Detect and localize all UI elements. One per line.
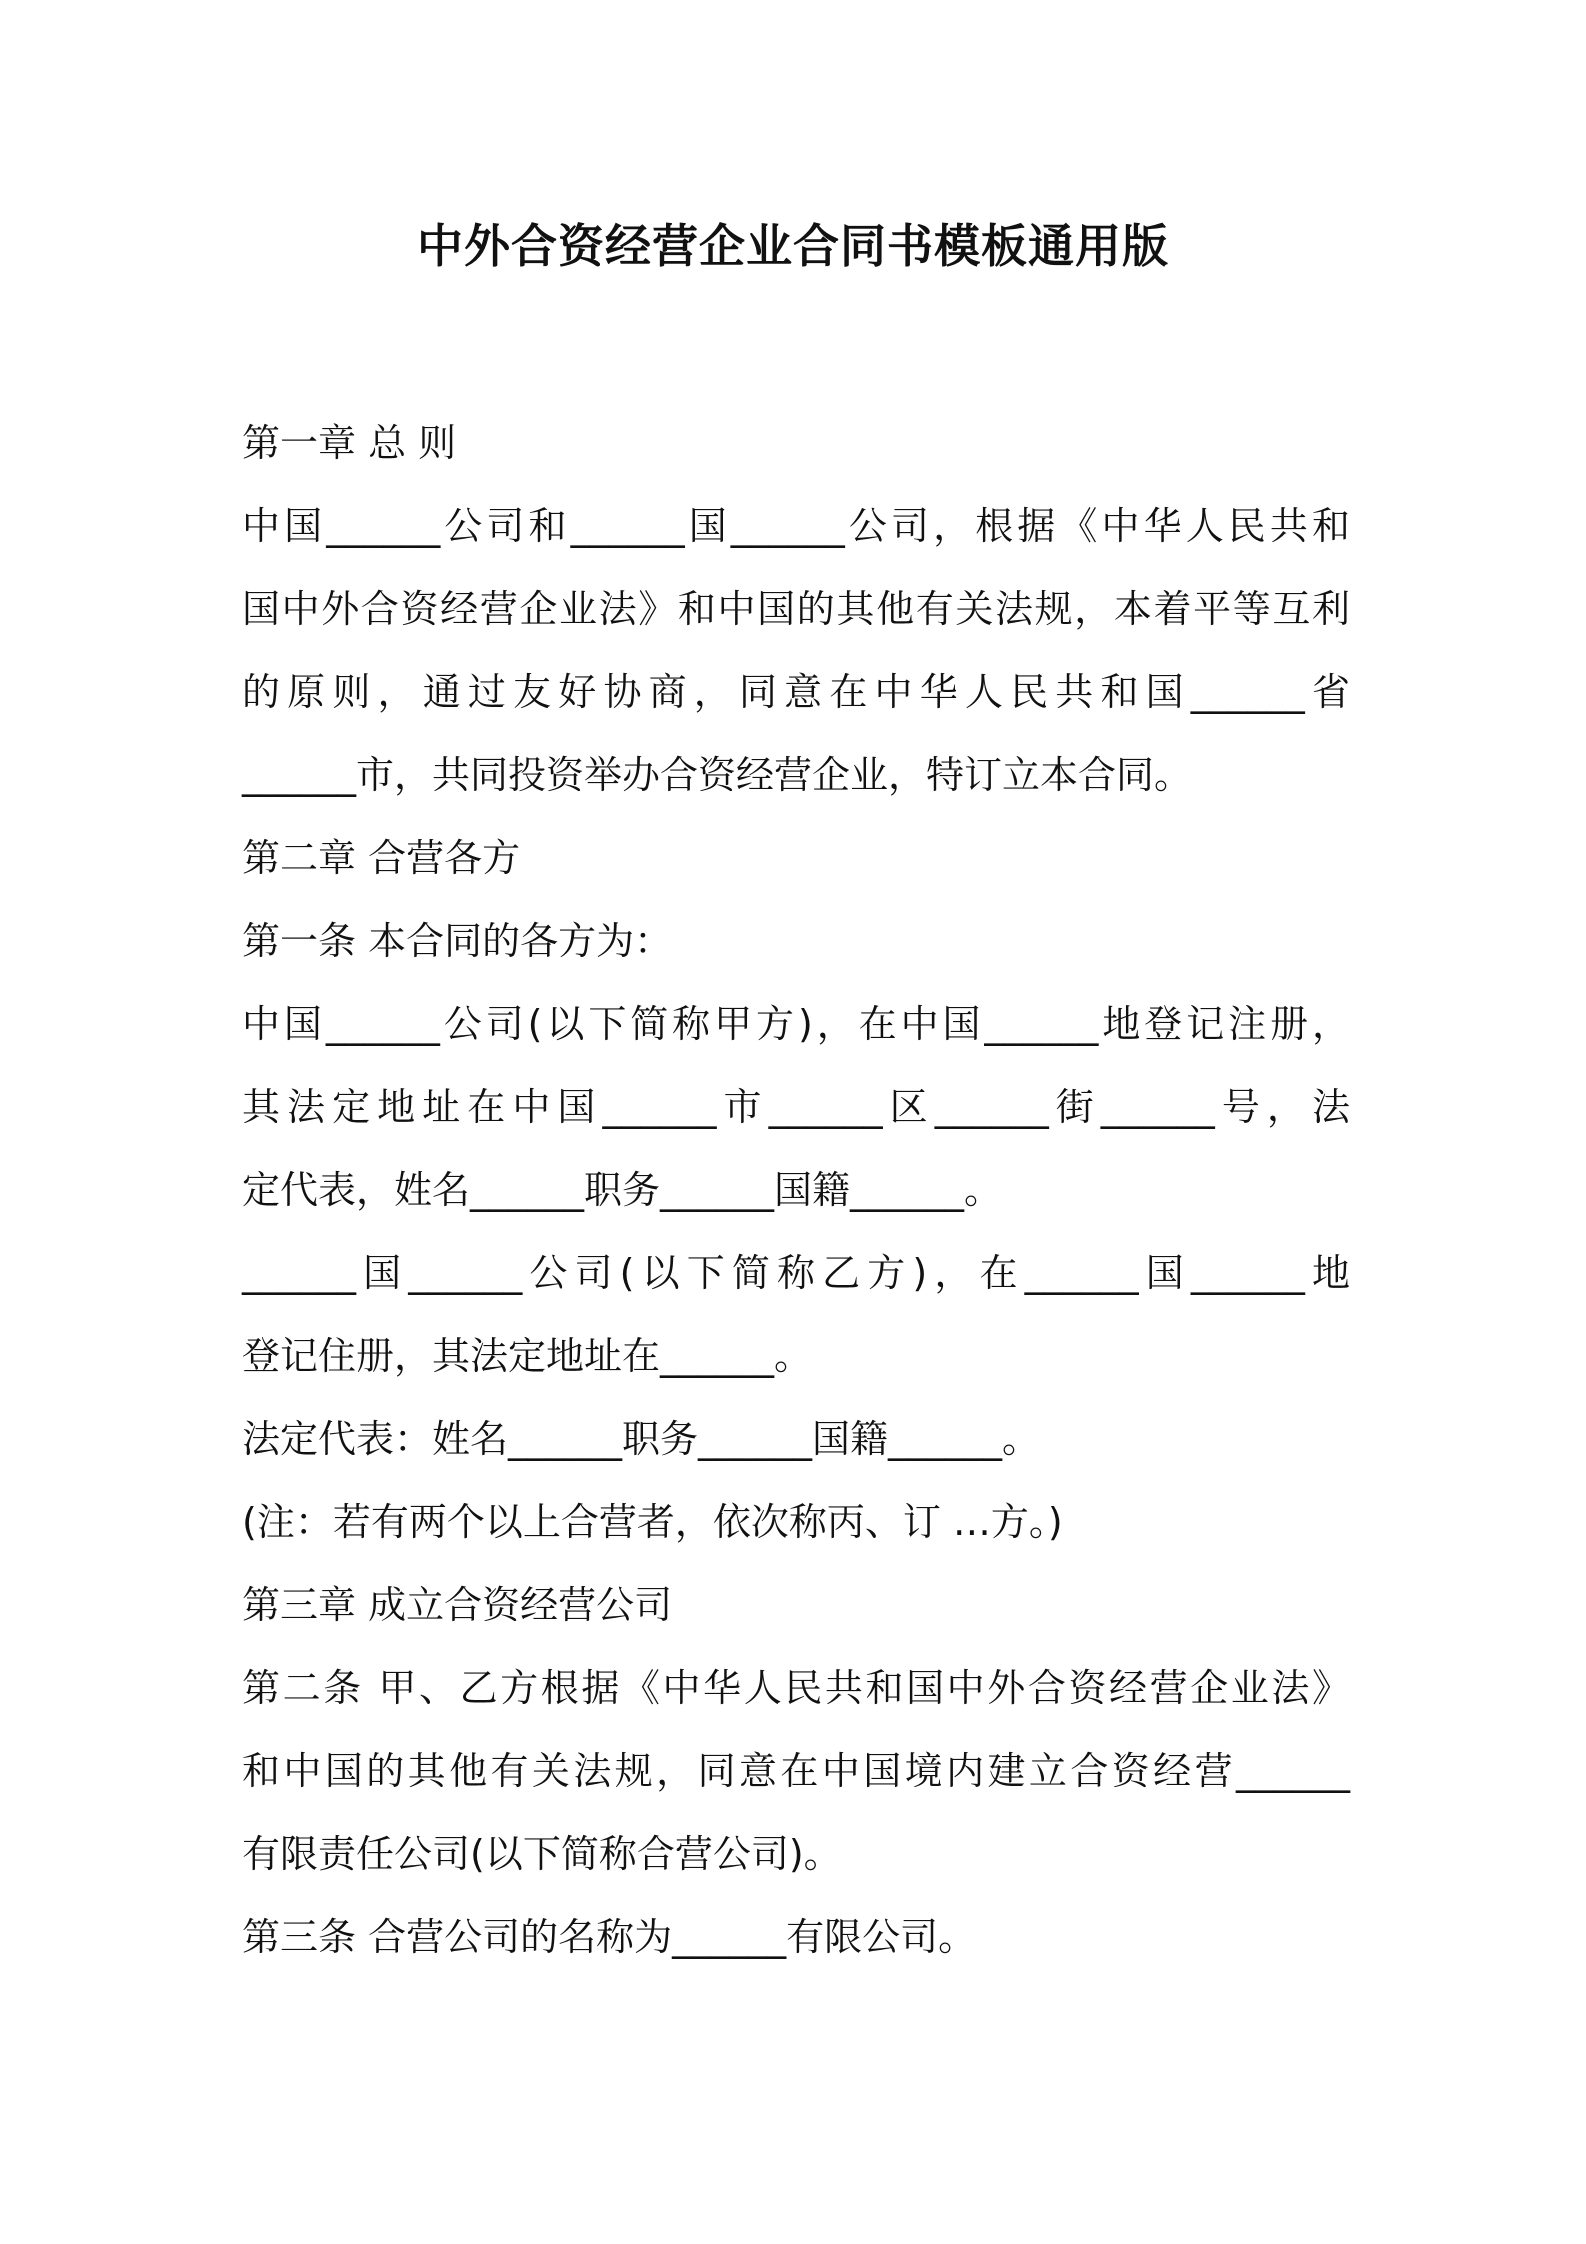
paragraph-line: 中国______公司(以下简称甲方)，在中国______地登记注册， xyxy=(242,1002,1350,1046)
paragraph-line: 国中外合资经营企业法》和中国的其他有关法规，本着平等互利 xyxy=(242,587,1350,631)
article-3-line: 第三条 合营公司的名称为______有限公司。 xyxy=(242,1915,977,1959)
paragraph-line: 定代表，姓名______职务______国籍______。 xyxy=(242,1168,1003,1212)
paragraph-line: ______市，共同投资举办合资经营企业，特订立本合同。 xyxy=(242,753,1193,797)
chapter-1-heading: 第一章 总 则 xyxy=(242,421,457,465)
article-1-heading: 第一条 本合同的各方为： xyxy=(242,919,673,963)
paragraph-line: 有限责任公司(以下简称合营公司)。 xyxy=(242,1832,842,1876)
paragraph-line: 中国______公司和______国______公司，根据《中华人民共和 xyxy=(242,504,1350,548)
paragraph-line: 的原则，通过友好协商，同意在中华人民共和国______省 xyxy=(242,670,1350,714)
paragraph-line: ______国______公司(以下简称乙方)，在______国______地 xyxy=(242,1251,1350,1295)
chapter-3-heading: 第三章 成立合资经营公司 xyxy=(242,1583,673,1627)
document-title: 中外合资经营企业合同书模板通用版 xyxy=(417,219,1169,273)
document-body xyxy=(242,402,1350,1979)
paragraph-line: 登记住册，其法定地址在______。 xyxy=(242,1334,813,1378)
paragraph-line: 法定代表：姓名______职务______国籍______。 xyxy=(242,1417,1041,1461)
note-line: (注：若有两个以上合营者，依次称丙、订 …方。) xyxy=(242,1500,1063,1544)
paragraph-line: 其法定地址在中国______市______区______街______号，法 xyxy=(242,1085,1350,1129)
paragraph-line: 第二条 甲、乙方根据《中华人民共和国中外合资经营企业法》 xyxy=(242,1666,1350,1710)
paragraph-line: 和中国的其他有关法规，同意在中国境内建立合资经营______ xyxy=(242,1749,1350,1793)
chapter-2-heading: 第二章 合营各方 xyxy=(242,836,521,880)
